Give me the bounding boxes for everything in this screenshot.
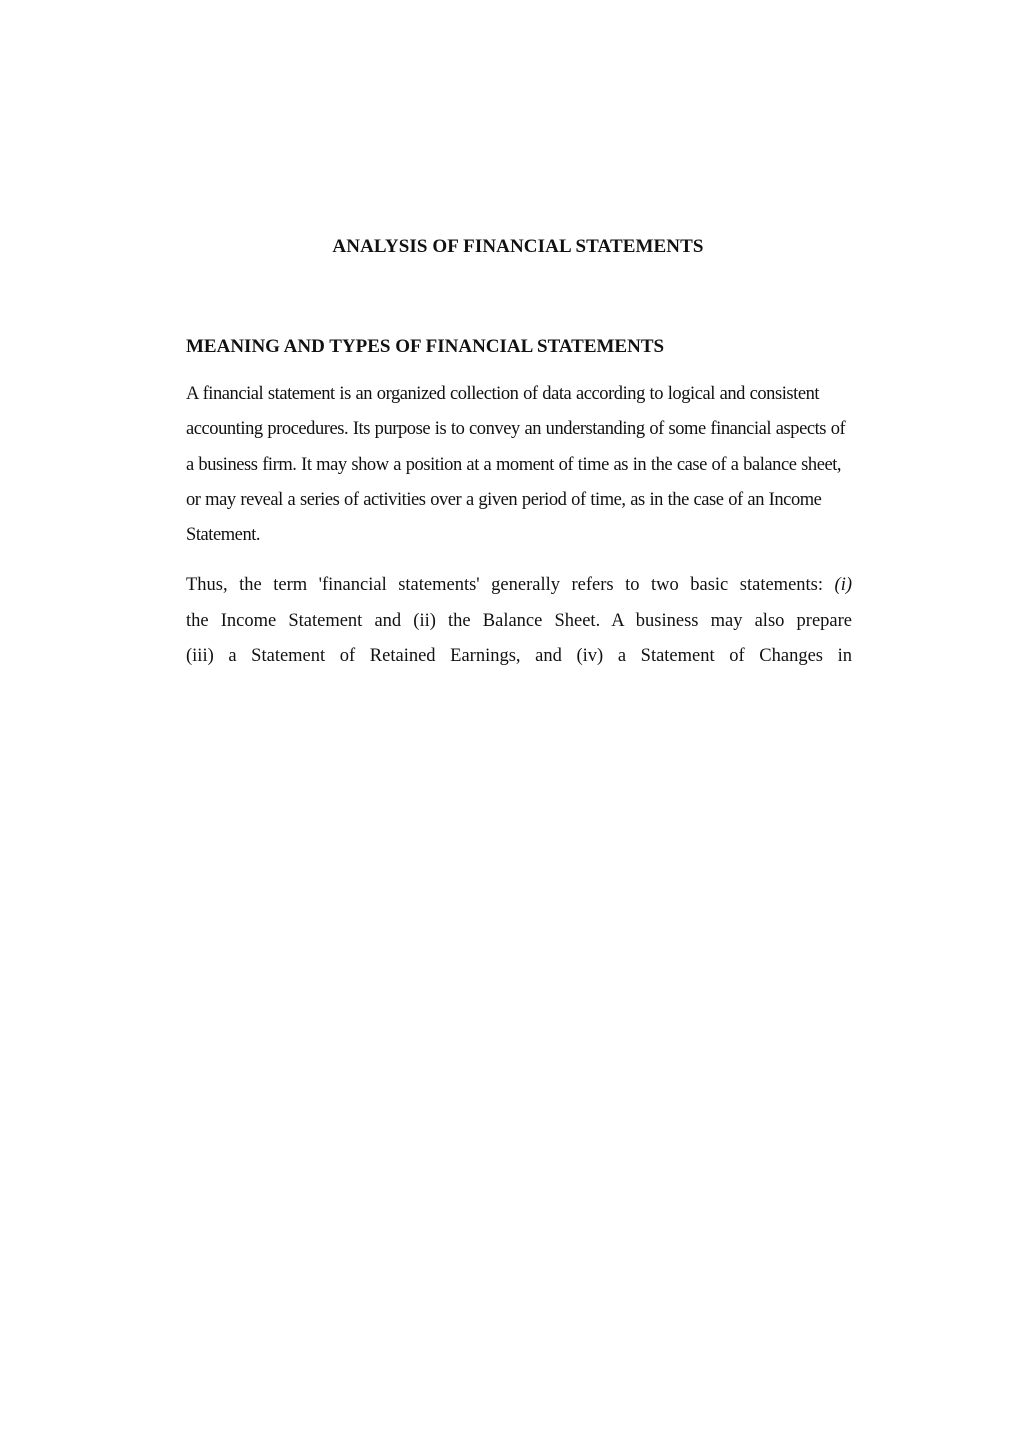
paragraph-types-line-2: the Income Statement and (ii) the Balance Sheet. A business may also prepare [186, 610, 852, 631]
paragraph-types-italic-marker: (i) [834, 575, 852, 595]
paragraph-types-line-1 [186, 568, 852, 604]
section-heading: MEANING AND TYPES OF FINANCIAL STATEMENTS [186, 336, 665, 357]
paragraph-types-line-3: (iii) a Statement of Retained Earnings, and (iv) a Statement of Changes in [186, 646, 852, 666]
paragraph-types-line-1-text: Thus, the term 'financial statements' generally refers to two basic statements: [186, 575, 824, 595]
document-title: ANALYSIS OF FINANCIAL STATEMENTS [332, 236, 704, 257]
paragraph-types [186, 568, 852, 675]
paragraph-definition: A financial statement is an organized collection of data according to logical and consistent accounting procedures. Its purpose is to convey an understanding of some financial aspects of a business firm. It may show a position at a moment of time as in the case of a balance sheet, or may reveal a series of activities over a given period of time, as in the case of an Income Statement. [186, 384, 846, 546]
